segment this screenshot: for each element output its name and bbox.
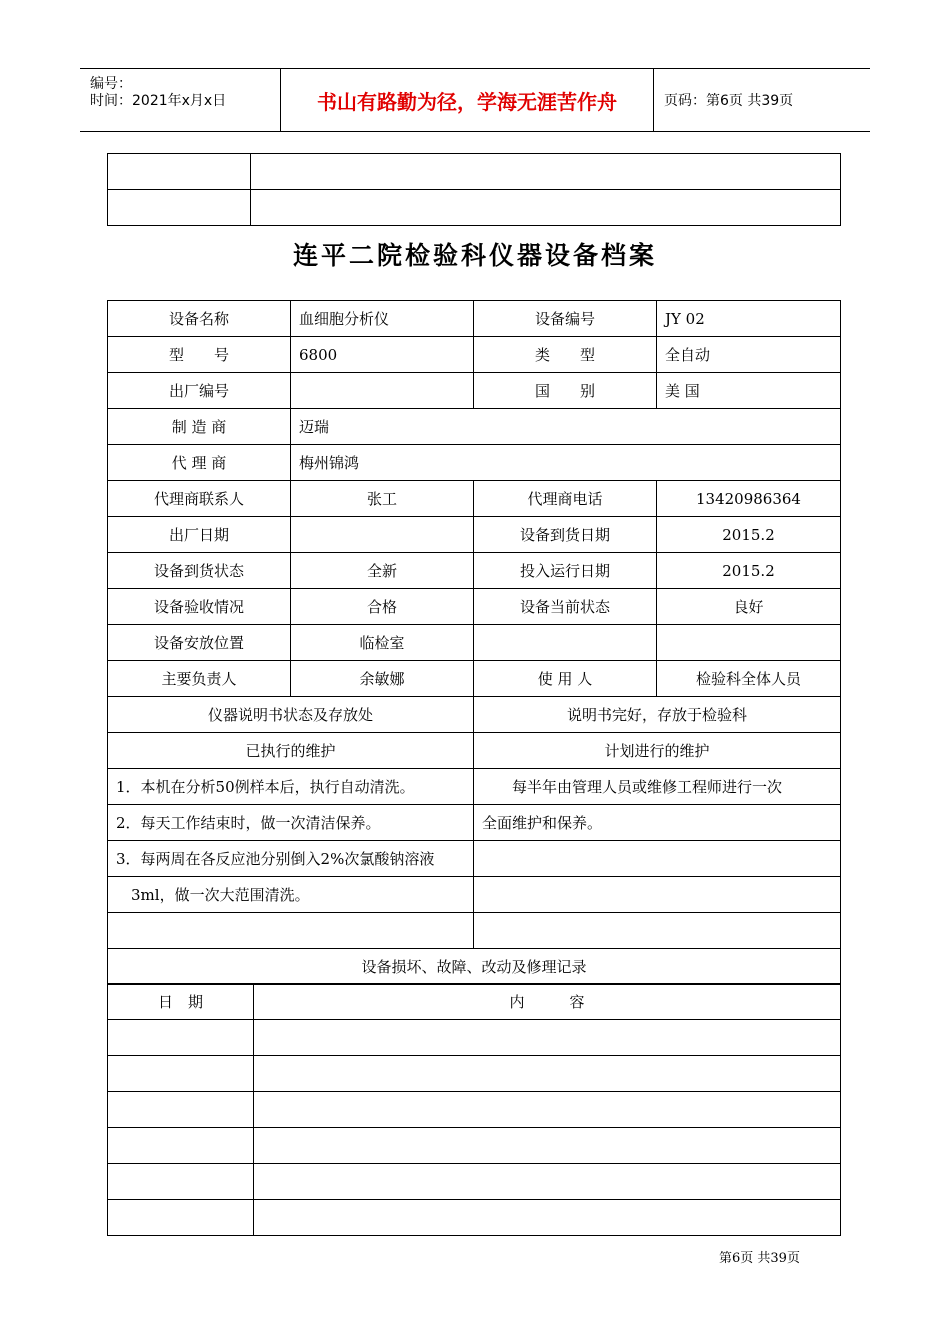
blank-cell	[474, 625, 657, 661]
date-column-header: 日 期	[108, 984, 254, 1020]
manual-value: 说明书完好，存放于检验科	[474, 697, 841, 733]
type-value: 全自动	[657, 337, 841, 373]
page-code: 页码：第6页 共39页	[664, 93, 794, 109]
model-label: 型 号	[108, 337, 291, 373]
done-maintenance-item: 3．每两周在各反应池分别倒入2%次氯酸钠溶液	[108, 841, 474, 877]
info-row	[108, 553, 841, 589]
done-maintenance-item: 2．每天工作结束时，做一次清洁保养。	[108, 805, 474, 841]
maintenance-row	[108, 805, 841, 841]
name-value: 血细胞分析仪	[291, 301, 474, 337]
repair-record-header: 设备损坏、故障、改动及修理记录	[108, 949, 841, 985]
repair-row	[108, 1200, 841, 1236]
planned-maintenance-item: 每半年由管理人员或维修工程师进行一次	[474, 769, 841, 805]
run-date-value: 2015.2	[657, 553, 841, 589]
repair-date-cell	[108, 1128, 254, 1164]
planned-maintenance-item	[474, 877, 841, 913]
time-label: 时间：2021年x月x日	[90, 93, 227, 109]
location-value: 临检室	[291, 625, 474, 661]
info-row	[108, 517, 841, 553]
blank-row	[108, 154, 841, 190]
header-page-cell	[654, 69, 870, 131]
repair-content-cell	[254, 1020, 841, 1056]
owner-label: 主要负责人	[108, 661, 291, 697]
agent-contact-label: 代理商联系人	[108, 481, 291, 517]
equipment-info-table	[107, 300, 841, 985]
motto-text: 书山有路勤为径，学海无涯苦作舟	[317, 89, 617, 114]
repair-date-cell	[108, 1092, 254, 1128]
code-label: 设备编号	[474, 301, 657, 337]
planned-maintenance-item	[474, 913, 841, 949]
top-blank-table	[107, 153, 841, 226]
info-row	[108, 661, 841, 697]
current-state-label: 设备当前状态	[474, 589, 657, 625]
type-label: 类 型	[474, 337, 657, 373]
blank-row	[108, 190, 841, 226]
number-label: 编号：	[90, 76, 132, 92]
page-footer: 第6页 共39页	[719, 1251, 800, 1266]
repair-row	[108, 1128, 841, 1164]
repair-content-cell	[254, 1128, 841, 1164]
page-header	[80, 68, 870, 132]
maker-value: 迈瑞	[291, 409, 841, 445]
code-value: JY 02	[657, 301, 841, 337]
info-row	[108, 697, 841, 733]
acceptance-value: 合格	[291, 589, 474, 625]
info-row	[108, 589, 841, 625]
info-row	[108, 301, 841, 337]
header-motto-cell	[281, 69, 654, 131]
repair-content-cell	[254, 1164, 841, 1200]
repair-content-cell	[254, 1092, 841, 1128]
done-maintenance-item: 1．本机在分析50例样本后，执行自动清洗。	[108, 769, 474, 805]
acceptance-label: 设备验收情况	[108, 589, 291, 625]
arrival-state-label: 设备到货状态	[108, 553, 291, 589]
user-label: 使 用 人	[474, 661, 657, 697]
serial-label: 出厂编号	[108, 373, 291, 409]
maintenance-header-row	[108, 733, 841, 769]
arrival-date-label: 设备到货日期	[474, 517, 657, 553]
content-column-header: 内 容	[254, 984, 841, 1020]
repair-columns-row	[108, 984, 841, 1020]
serial-value	[291, 373, 474, 409]
done-maintenance-header: 已执行的维护	[108, 733, 474, 769]
done-maintenance-item	[108, 913, 474, 949]
current-state-value: 良好	[657, 589, 841, 625]
planned-maintenance-item: 全面维护和保养。	[474, 805, 841, 841]
repair-row	[108, 1164, 841, 1200]
owner-value: 余敏娜	[291, 661, 474, 697]
factory-date-label: 出厂日期	[108, 517, 291, 553]
location-label: 设备安放位置	[108, 625, 291, 661]
maintenance-row	[108, 877, 841, 913]
repair-row	[108, 1092, 841, 1128]
factory-date-value	[291, 517, 474, 553]
planned-maintenance-item	[474, 841, 841, 877]
repair-date-cell	[108, 1200, 254, 1236]
repair-date-cell	[108, 1056, 254, 1092]
repair-row	[108, 1020, 841, 1056]
country-value: 美 国	[657, 373, 841, 409]
repair-content-cell	[254, 1056, 841, 1092]
repair-log-table	[107, 983, 841, 1236]
repair-date-cell	[108, 1164, 254, 1200]
info-row	[108, 625, 841, 661]
name-label: 设备名称	[108, 301, 291, 337]
blank-cell	[251, 154, 841, 190]
agent-label: 代 理 商	[108, 445, 291, 481]
repair-row	[108, 1056, 841, 1092]
info-row	[108, 481, 841, 517]
maintenance-row	[108, 841, 841, 877]
header-meta-cell	[80, 69, 281, 131]
repair-header-row	[108, 949, 841, 985]
repair-date-cell	[108, 1020, 254, 1056]
agent-phone-value: 13420986364	[657, 481, 841, 517]
maintenance-row	[108, 769, 841, 805]
agent-contact-value: 张工	[291, 481, 474, 517]
agent-phone-label: 代理商电话	[474, 481, 657, 517]
done-maintenance-item: 3ml，做一次大范围清洗。	[108, 877, 474, 913]
blank-cell	[251, 190, 841, 226]
info-row	[108, 373, 841, 409]
blank-cell	[108, 190, 251, 226]
model-value: 6800	[291, 337, 474, 373]
repair-content-cell	[254, 1200, 841, 1236]
arrival-date-value: 2015.2	[657, 517, 841, 553]
maker-label: 制 造 商	[108, 409, 291, 445]
run-date-label: 投入运行日期	[474, 553, 657, 589]
info-row	[108, 445, 841, 481]
manual-label: 仪器说明书状态及存放处	[108, 697, 474, 733]
country-label: 国 别	[474, 373, 657, 409]
info-row	[108, 337, 841, 373]
info-row	[108, 409, 841, 445]
agent-value: 梅州锦鸿	[291, 445, 841, 481]
user-value: 检验科全体人员	[657, 661, 841, 697]
blank-cell	[108, 154, 251, 190]
maintenance-row	[108, 913, 841, 949]
planned-maintenance-header: 计划进行的维护	[474, 733, 841, 769]
arrival-state-value: 全新	[291, 553, 474, 589]
document-title: 连平二院检验科仪器设备档案	[292, 241, 657, 270]
blank-cell	[657, 625, 841, 661]
